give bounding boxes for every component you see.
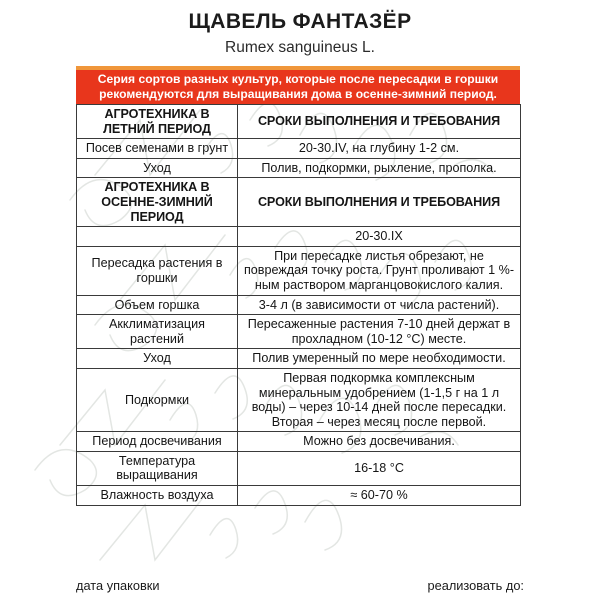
packing-date-label: дата упаковки [76,578,160,593]
row-value: Можно без досвечивания. [238,432,521,452]
row-value: Полив умеренный по мере необходимости. [238,349,521,369]
row-value: При пересадке листья обрезают, не повреждая точку роста. Грунт проливают 1 %-ным раствором марганцовокислого калия. [238,246,521,295]
table-row [77,486,521,506]
agrotechnics-table [76,104,521,506]
table-row [77,349,521,369]
section-header-winter-terms: СРОКИ ВЫПОЛНЕНИЯ И ТРЕБОВАНИЯ [238,178,521,227]
row-value: Пересаженные растения 7-10 дней держат в прохладном (10-12 °С) месте. [238,315,521,349]
row-label: Подкормки [77,368,238,431]
sell-by-label: реализовать до: [427,578,524,593]
footer [76,578,524,593]
row-label: Температура выращивания [77,451,238,485]
row-value: 16-18 °С [238,451,521,485]
row-value: 20-30.IX [238,227,521,247]
table-row [77,315,521,349]
row-label: Объем горшка [77,295,238,315]
section-header-winter-label: АГРОТЕХНИКА В ОСЕННЕ-ЗИМНИЙ ПЕРИОД [77,178,238,227]
row-label: Пересадка растения в горшки [77,246,238,295]
row-value: Полив, подкормки, рыхление, прополка. [238,158,521,178]
table-row [77,246,521,295]
row-label: Влажность воздуха [77,486,238,506]
row-label: Период досвечивания [77,432,238,452]
table-row [77,295,521,315]
latin-name: Rumex sanguineus L. [225,39,375,57]
table-row-section-header-winter [77,178,521,227]
section-header-summer-label: АГРОТЕХНИКА В ЛЕТНИЙ ПЕРИОД [77,105,238,139]
table-row [77,368,521,431]
table-row [77,158,521,178]
section-header-summer-terms: СРОКИ ВЫПОЛНЕНИЯ И ТРЕБОВАНИЯ [238,105,521,139]
row-label: Посев семенами в грунт [77,139,238,159]
row-label: Уход [77,158,238,178]
table-row [77,139,521,159]
row-value: Первая подкормка комплексным минеральным удобрением (1-1,5 г на 1 л воды) – через 10-14 дней после пересадки. Вторая – через месяц после первой. [238,368,521,431]
row-label: Уход [77,349,238,369]
row-label: Акклиматизация растений [77,315,238,349]
series-banner: Серия сортов разных культур, которые после пересадки в горшки рекомендуются для выращивания дома в осенне-зимний период. [76,70,520,105]
table-row [77,432,521,452]
table-row [77,227,521,247]
table-row-section-header-summer [77,105,521,139]
row-value: ≈ 60-70 % [238,486,521,506]
table-row [77,451,521,485]
row-label [77,227,238,247]
row-value: 20-30.IV, на глубину 1-2 см. [238,139,521,159]
row-value: 3-4 л (в зависимости от числа растений). [238,295,521,315]
page-title: ЩАВЕЛЬ ФАНТАЗЁР [188,10,412,33]
agrotechnics-table-wrap [76,104,520,506]
